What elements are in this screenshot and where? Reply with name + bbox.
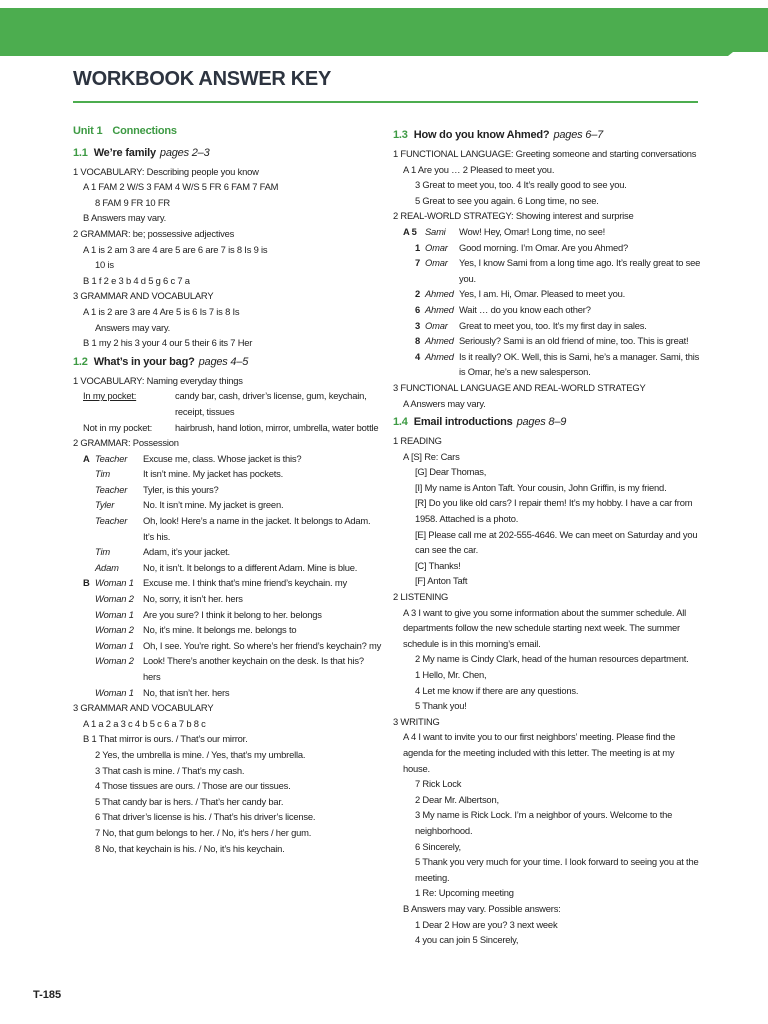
left-column <box>73 124 383 856</box>
answer-line: 5 Great to see you again. 6 Long time, no see. <box>415 194 599 206</box>
answer-line: 8 FAM 9 FR 10 FR <box>95 196 170 208</box>
answer-line: 5 Thank you! <box>415 700 467 712</box>
exercise-heading: 3 WRITING <box>393 715 440 727</box>
exercise-heading: 1 VOCABULARY: Describing people you know <box>73 165 259 177</box>
dialog-text: Oh, I see. You’re right. So where’s her friend’s keychain? my <box>143 639 382 651</box>
answer-line: B 1 f 2 e 3 b 4 d 5 g 6 c 7 a <box>83 274 190 286</box>
dialog-text: Adam, it’s your jacket. <box>143 546 230 558</box>
section-title: What’s in your bag? <box>93 355 195 368</box>
dialog-part <box>83 544 95 560</box>
answer-line: 4 you can join 5 Sincerely, <box>415 934 519 946</box>
dialog-line <box>73 544 383 560</box>
answer-line: 5 That candy bar is hers. / That’s her candy bar. <box>95 795 284 807</box>
answer-line: [C] Thanks! <box>415 559 461 571</box>
answer-line: B 1 my 2 his 3 your 4 our 5 their 6 its 7 Her <box>83 337 253 349</box>
dialog-text: No, it’s mine. It belongs me. belongs to <box>143 624 297 636</box>
dialog-part <box>83 497 95 513</box>
answer-line: A 1 a 2 a 3 c 4 b 5 c 6 a 7 b 8 c <box>83 717 206 729</box>
answer-line: [F] Anton Taft <box>415 575 468 587</box>
dialog-line <box>73 513 383 544</box>
dialog-b <box>73 575 383 700</box>
reading-answers <box>393 449 703 589</box>
answer-line: 1 Re: Upcoming meeting <box>415 887 514 899</box>
dialog-line <box>73 591 383 607</box>
unit-label: Unit 1 <box>73 125 103 137</box>
dialog-part <box>83 560 95 576</box>
answer-line: A 1 FAM 2 W/S 3 FAM 4 W/S 5 FR 6 FAM 7 FAM <box>83 181 279 193</box>
section-number: 1.1 <box>73 146 88 159</box>
dialog-part <box>83 482 95 498</box>
exercise-heading: 1 READING <box>393 435 442 447</box>
dialog-speaker: Teacher <box>95 452 128 464</box>
answer-line: 8 No, that keychain is his. / No, it’s his keychain. <box>95 842 285 854</box>
dialog-part <box>83 466 95 482</box>
answer-list <box>73 731 383 856</box>
answer-line: 1 Dear 2 How are you? 3 next week <box>415 918 558 930</box>
answer-line: 4 Those tissues are ours. / Those are our tissues. <box>95 780 291 792</box>
section-title: We’re family <box>93 146 156 159</box>
answer-line: 2 My name is Cindy Clark, head of the human resources department. <box>415 653 689 665</box>
dialog-number: 7 <box>415 257 421 269</box>
dialog-speaker: Adam <box>95 561 119 573</box>
dialog-part <box>83 513 95 544</box>
dialog-ordering <box>393 224 703 380</box>
dialog-number: 6 <box>415 303 421 315</box>
exercise-heading: 2 GRAMMAR: be; possessive adjectives <box>73 227 235 239</box>
answer-line: 3 Great to meet you, too. 4 It’s really good to see you. <box>415 179 627 191</box>
answer-line: A 1 is 2 am 3 are 4 are 5 are 6 are 7 is 8 Is 9 is <box>83 243 268 255</box>
answer-line: A 3 I want to give you some information about the summer schedule. All departments follow the new schedule starting next week. The summer schedule is in this morning’s email. <box>403 606 687 649</box>
dialog-text: Is it really? OK. Well, this is Sami, he’s a manager. Sami, this is Omar, he’s a new salesperson. <box>459 350 700 378</box>
not-pocket-items: hairbrush, hand lotion, mirror, umbrella, water bottle <box>175 421 379 433</box>
dialog-line <box>73 685 383 701</box>
dialog-text: Wow! Hey, Omar! Long time, no see! <box>459 225 606 237</box>
pocket-items: candy bar, cash, driver’s license, gum, keychain, receipt, tissues <box>175 390 367 417</box>
answer-line: A 1 is 2 are 3 are 4 Are 5 is 6 Is 7 is 8 Is <box>83 305 240 317</box>
answer-line: 1 Hello, Mr. Chen, <box>415 669 487 680</box>
answer-line: A [S] Re: Cars <box>403 450 460 462</box>
dialog-line <box>73 451 383 467</box>
exercise-heading: 2 REAL-WORLD STRATEGY: Showing interest and surprise <box>393 210 634 222</box>
page-title: WORKBOOK ANSWER KEY <box>73 68 332 90</box>
dialog-part <box>83 591 95 607</box>
dialog-speaker: Ahmed <box>425 288 454 300</box>
dialog-text: No, it isn’t. It belongs to a different Adam. Mine is blue. <box>143 561 358 573</box>
dialog-line <box>393 349 703 380</box>
section-number: 1.3 <box>393 129 408 141</box>
answer-line: [I] My name is Anton Taft. Your cousin, John Griffin, is my friend. <box>415 481 667 493</box>
dialog-speaker: Ahmed <box>425 350 454 362</box>
dialog-number: 2 <box>415 288 421 300</box>
dialog-number: 1 <box>415 241 421 253</box>
dialog-text: Oh, look! Here’s a name in the jacket. It belongs to Adam. It’s his. <box>143 515 371 542</box>
dialog-part <box>83 653 95 684</box>
answer-line: [E] Please call me at 202-555-4646. We can meet on Saturday and you can see the car. <box>415 528 698 556</box>
section-1-2-heading <box>73 353 383 371</box>
dialog-speaker: Tim <box>95 546 110 558</box>
section-number: 1.4 <box>393 416 408 429</box>
section-1-3-heading <box>393 126 703 144</box>
dialog-speaker: Teacher <box>95 483 128 495</box>
dialog-text: Are you sure? I think it belong to her. belongs <box>143 608 322 620</box>
page-number: T-185 <box>33 989 62 1001</box>
answer-line: B Answers may vary. <box>83 212 167 224</box>
answer-line: 6 Sincerely, <box>415 840 461 852</box>
dialog-text: Look! There’s another keychain on the desk. Is that his? hers <box>143 655 364 682</box>
dialog-line <box>73 497 383 513</box>
dialog-speaker: Woman 1 <box>95 639 134 651</box>
dialog-text: No, that isn’t her. hers <box>143 686 230 698</box>
dialog-line <box>393 224 703 240</box>
dialog-number: 3 <box>415 319 421 331</box>
right-column <box>393 124 703 948</box>
dialog-part: A <box>83 452 90 464</box>
dialog-part: B <box>83 577 90 589</box>
dialog-speaker: Tyler <box>95 499 115 511</box>
section-pages: pages 6–7 <box>553 129 604 141</box>
dialog-speaker: Woman 1 <box>95 608 134 620</box>
answer-line: 4 Let me know if there are any questions. <box>415 684 579 696</box>
pocket-row <box>73 388 383 419</box>
listening-answers <box>393 605 703 714</box>
writing-answers <box>393 729 703 947</box>
dialog-line <box>393 333 703 349</box>
dialog-line <box>73 653 383 684</box>
unit-name: Connections <box>112 125 177 137</box>
title-rule <box>73 101 698 103</box>
dialog-text: Excuse me, class. Whose jacket is this? <box>143 452 302 464</box>
dialog-speaker: Sami <box>425 225 446 237</box>
dialog-text: Yes, I am. Hi, Omar. Pleased to meet you. <box>459 288 626 300</box>
answer-line: 3 That cash is mine. / That’s my cash. <box>95 764 245 776</box>
dialog-line <box>73 482 383 498</box>
dialog-line <box>73 466 383 482</box>
exercise-heading: 2 LISTENING <box>393 591 449 603</box>
dialog-part <box>83 638 95 654</box>
answer-line: [G] Dear Thomas, <box>415 466 487 478</box>
exercise-heading: 1 FUNCTIONAL LANGUAGE: Greeting someone and starting conversations <box>393 148 697 159</box>
dialog-line <box>393 286 703 302</box>
dialog-text: It isn’t mine. My jacket has pockets. <box>143 468 284 480</box>
dialog-number: A 5 <box>403 225 417 237</box>
exercise-heading: 1 VOCABULARY: Naming everyday things <box>73 374 243 386</box>
dialog-text: No. It isn’t mine. My jacket is green. <box>143 499 284 511</box>
answer-line: A 4 I want to invite you to our first neighbors’ meeting. Please find the agenda for the meeting included with this letter. The meeting is at my house. <box>403 731 676 774</box>
dialog-speaker: Woman 2 <box>95 624 134 636</box>
dialog-text: Great to meet you, too. It’s my first day in sales. <box>459 319 647 331</box>
answer-line: Answers may vary. <box>95 321 171 333</box>
dialog-speaker: Tim <box>95 468 110 480</box>
exercise-heading: 3 FUNCTIONAL LANGUAGE AND REAL-WORLD STRATEGY <box>393 381 646 393</box>
header-band <box>0 8 768 56</box>
dialog-line <box>73 622 383 638</box>
dialog-line <box>393 302 703 318</box>
dialog-text: Yes, I know Sami from a long time ago. It’s really great to see you. <box>459 257 701 284</box>
dialog-part <box>83 622 95 638</box>
answer-line: 5 Thank you very much for your time. I look forward to seeing you at the meeting. <box>415 856 699 883</box>
dialog-text: No, sorry, it isn’t her. hers <box>143 593 243 605</box>
dialog-speaker: Omar <box>425 257 448 269</box>
dialog-a <box>73 451 383 576</box>
section-1-4-heading <box>393 413 703 431</box>
not-pocket-row <box>73 420 383 436</box>
dialog-text: Wait … do you know each other? <box>459 303 591 315</box>
section-title: How do you know Ahmed? <box>413 129 550 141</box>
answer-line: 2 Dear Mr. Albertson, <box>415 793 499 805</box>
dialog-line <box>73 560 383 576</box>
section-1-1-heading <box>73 144 383 162</box>
dialog-speaker: Woman 2 <box>95 593 134 605</box>
dialog-text: Tyler, is this yours? <box>143 483 219 495</box>
dialog-line <box>393 318 703 334</box>
dialog-speaker: Omar <box>425 319 448 331</box>
answer-line: B 1 That mirror is ours. / That’s our mirror. <box>83 733 248 745</box>
exercise-heading: 2 GRAMMAR: Possession <box>73 437 179 449</box>
answer-line: 3 My name is Rick Lock. I’m a neighbor of yours. Welcome to the neighborhood. <box>415 809 673 836</box>
answer-line: 10 is <box>95 259 114 271</box>
dialog-line <box>393 255 703 286</box>
unit-heading <box>73 124 383 140</box>
answer-line: B Answers may vary. Possible answers: <box>403 902 561 914</box>
dialog-part <box>83 685 95 701</box>
exercise-heading: 3 GRAMMAR AND VOCABULARY <box>73 702 214 714</box>
section-number: 1.2 <box>73 355 88 368</box>
dialog-speaker: Woman 2 <box>95 655 134 667</box>
section-pages: pages 4–5 <box>198 355 249 368</box>
section-pages: pages 8–9 <box>516 416 567 429</box>
dialog-part <box>83 607 95 623</box>
answer-line: A 1 Are you … 2 Pleased to meet you. <box>403 163 555 175</box>
answer-line: A Answers may vary. <box>403 397 486 409</box>
pocket-label: In my pocket: <box>83 390 137 402</box>
dialog-speaker: Woman 1 <box>95 686 134 698</box>
dialog-line <box>73 575 383 591</box>
dialog-speaker: Teacher <box>95 515 128 527</box>
dialog-speaker: Omar <box>425 241 448 253</box>
dialog-speaker: Ahmed <box>425 303 454 315</box>
not-pocket-label: Not in my pocket: <box>83 421 153 433</box>
answer-line: 7 No, that gum belongs to her. / No, it’s hers / her gum. <box>95 826 312 838</box>
exercise-heading: 3 GRAMMAR AND VOCABULARY <box>73 290 214 302</box>
header-notch <box>718 52 768 64</box>
dialog-number: 4 <box>415 350 421 362</box>
dialog-line <box>393 240 703 256</box>
dialog-text: Good morning. I’m Omar. Are you Ahmed? <box>459 241 629 253</box>
answer-line: 6 That driver’s license is his. / That’s his driver’s license. <box>95 811 316 823</box>
dialog-line <box>73 638 383 654</box>
answer-line: [R] Do you like old cars? I repair them! It’s my hobby. I have a car from 1958. Attached is a photo. <box>415 497 693 525</box>
dialog-text: Excuse me. I think that’s mine friend’s keychain. my <box>143 577 347 589</box>
section-pages: pages 2–3 <box>159 146 210 159</box>
answer-line: 2 Yes, the umbrella is mine. / Yes, that’s my umbrella. <box>95 748 306 760</box>
dialog-text: Seriously? Sami is an old friend of mine, too. This is great! <box>459 335 689 347</box>
dialog-speaker: Ahmed <box>425 335 454 347</box>
answer-line: 7 Rick Lock <box>415 778 462 790</box>
dialog-speaker: Woman 1 <box>95 577 134 589</box>
dialog-line <box>73 607 383 623</box>
dialog-number: 8 <box>415 335 421 347</box>
section-title: Email introductions <box>413 416 513 429</box>
